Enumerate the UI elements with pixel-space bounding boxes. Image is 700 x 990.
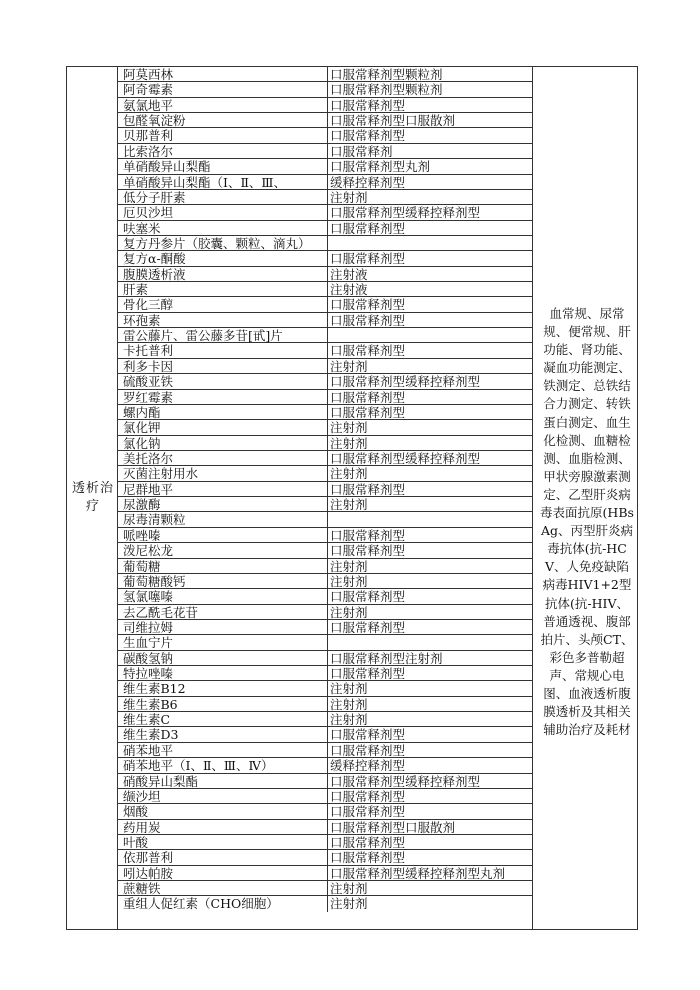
drug-name: 维生素D3 [123, 727, 179, 743]
drug-name: 哌唑嗪 [123, 527, 161, 543]
drug-name: 硫酸亚铁 [123, 374, 174, 390]
table-row [118, 82, 532, 97]
table-row [118, 620, 532, 635]
dosage-form: 口服常释剂型 [327, 804, 532, 818]
dosage-form: 口服常释剂型 [327, 251, 532, 265]
category-cell [67, 67, 118, 929]
dosage-form: 口服常释剂型 [327, 543, 532, 557]
drug-name: 雷公藤片、雷公藤多苷[甙]片 [123, 328, 283, 344]
dosage-form: 注射剂 [327, 436, 532, 450]
drug-name: 美托洛尔 [123, 450, 174, 466]
table-row [118, 374, 532, 389]
drug-name: 去乙酰毛花苷 [123, 604, 199, 620]
dosage-form: 注射剂 [327, 896, 532, 911]
table-row [118, 727, 532, 742]
dosage-form [327, 635, 532, 649]
dosage-form: 口服常释剂型颗粒剂 [327, 82, 532, 96]
table-row [118, 774, 532, 789]
drug-name: 生血宁片 [123, 635, 174, 651]
drug-name: 罗红霉素 [123, 389, 174, 405]
drug-name: 药用炭 [123, 819, 161, 835]
table-row [118, 697, 532, 712]
drug-name: 复方α-酮酸 [123, 251, 186, 267]
dosage-form: 注射剂 [327, 712, 532, 726]
drug-name: 氯化钾 [123, 420, 161, 436]
table-row [118, 758, 532, 773]
drug-list [118, 67, 532, 929]
dosage-form: 注射剂 [327, 420, 532, 434]
drug-name: 硝酸异山梨酯 [123, 773, 199, 789]
dosage-form: 口服常释剂型 [327, 620, 532, 634]
dosage-form: 口服常释剂型 [327, 482, 532, 496]
dosage-form: 注射剂 [327, 559, 532, 573]
drug-name: 烟酸 [123, 804, 149, 820]
dosage-form: 注射剂 [327, 359, 532, 373]
drug-name: 灭菌注射用水 [123, 466, 199, 482]
table-row [118, 205, 532, 220]
table-row [118, 466, 532, 481]
table-row [118, 98, 532, 113]
dosage-form: 口服常释剂型丸剂 [327, 159, 532, 173]
table-row [118, 113, 532, 128]
table-row [118, 743, 532, 758]
table-row [118, 866, 532, 881]
table-row [118, 451, 532, 466]
dosage-form: 口服常释剂型缓释控释剂型 [327, 451, 532, 465]
drug-name: 司维拉姆 [123, 619, 174, 635]
dosage-form [327, 328, 532, 342]
table-row [118, 605, 532, 620]
table-row [118, 896, 532, 911]
drug-name: 特拉唑嗪 [123, 666, 174, 682]
dosage-form: 口服常释剂型注射剂 [327, 651, 532, 665]
drug-name: 厄贝沙坦 [123, 205, 174, 221]
drug-name: 复方丹参片（胶囊、颗粒、滴丸） [123, 235, 311, 251]
dosage-form: 口服常释剂型缓释控释剂型 [327, 374, 532, 388]
dosage-form: 注射剂 [327, 190, 532, 204]
table-row [118, 528, 532, 543]
drug-name: 叶酸 [123, 834, 149, 850]
dosage-form: 口服常释剂型 [327, 850, 532, 864]
drug-name: 单硝酸异山梨酯（Ⅰ、Ⅱ、Ⅲ、 [123, 174, 286, 190]
table-row [118, 221, 532, 236]
dosage-form: 注射剂 [327, 466, 532, 480]
dosage-form: 口服常释剂型 [327, 743, 532, 757]
dosage-form: 注射剂 [327, 574, 532, 588]
exam-items-cell [532, 67, 639, 929]
dosage-form: 口服常释剂型口服散剂 [327, 820, 532, 834]
dosage-form: 注射剂 [327, 681, 532, 695]
dosage-form: 缓释控释剂型 [327, 175, 532, 189]
table-row [118, 175, 532, 190]
table-row [118, 436, 532, 451]
table-row [118, 359, 532, 374]
table-row [118, 297, 532, 312]
dosage-form: 口服常释剂型 [327, 589, 532, 603]
table-row [118, 804, 532, 819]
drug-name: 单硝酸异山梨酯 [123, 159, 211, 175]
drug-name: 葡萄糖 [123, 558, 161, 574]
drug-name: 尼群地平 [123, 481, 174, 497]
dosage-form: 口服常释剂型 [327, 98, 532, 112]
dosage-form: 口服常释剂型 [327, 390, 532, 404]
dosage-form: 口服常释剂型 [327, 528, 532, 542]
drug-name: 重组人促红素（CHO细胞） [123, 896, 279, 912]
drug-name: 硝苯地平 [123, 742, 174, 758]
drug-name: 葡萄糖酸钙 [123, 573, 186, 589]
table-row [118, 482, 532, 497]
dosage-form: 口服常释剂型 [327, 343, 532, 357]
drug-name: 阿莫西林 [123, 67, 174, 82]
table-row [118, 512, 532, 527]
drug-name: 骨化三醇 [123, 297, 174, 313]
dosage-form: 口服常释剂型 [327, 789, 532, 803]
dosage-form: 口服常释剂型 [327, 727, 532, 741]
table-row [118, 313, 532, 328]
drug-name: 尿毒清颗粒 [123, 512, 186, 528]
drug-name: 贝那普利 [123, 128, 174, 144]
drug-name: 泼尼松龙 [123, 543, 174, 559]
table-row [118, 497, 532, 512]
dosage-form: 口服常释剂型 [327, 297, 532, 311]
table-row [118, 390, 532, 405]
table-row [118, 635, 532, 650]
drug-name: 环孢素 [123, 312, 161, 328]
dosage-form: 缓释控释剂型 [327, 758, 532, 772]
table-row [118, 190, 532, 205]
table-row [118, 666, 532, 681]
drug-name: 氨氯地平 [123, 97, 174, 113]
dosage-form: 口服常释剂型 [327, 666, 532, 680]
drug-name: 蔗糖铁 [123, 881, 161, 897]
drug-name: 卡托普利 [123, 343, 174, 359]
drug-name: 维生素C [123, 712, 171, 728]
table-row [118, 267, 532, 282]
table-row [118, 420, 532, 435]
drug-name: 氯化钠 [123, 435, 161, 451]
dosage-form: 口服常释剂 [327, 144, 532, 158]
dosage-form [327, 236, 532, 250]
table-row [118, 820, 532, 835]
table-row [118, 343, 532, 358]
dosage-form: 注射剂 [327, 881, 532, 895]
table-row [118, 328, 532, 343]
drug-name: 尿激酶 [123, 497, 161, 513]
dosage-form: 口服常释剂型 [327, 221, 532, 235]
table-row [118, 574, 532, 589]
drug-name: 硝苯地平（Ⅰ、Ⅱ、Ⅲ、Ⅳ） [123, 758, 274, 774]
dosage-form: 口服常释剂型缓释控释剂型丸剂 [327, 866, 532, 880]
dosage-form: 口服常释剂型 [327, 313, 532, 327]
table-row [118, 789, 532, 804]
table-row [118, 159, 532, 174]
dosage-form [327, 512, 532, 526]
drug-name: 螺内酯 [123, 404, 161, 420]
dosage-form: 口服常释剂型缓释控释剂型 [327, 774, 532, 788]
table-row [118, 236, 532, 251]
dosage-form: 口服常释剂型 [327, 835, 532, 849]
table-row [118, 543, 532, 558]
table-row [118, 712, 532, 727]
table-row [118, 251, 532, 266]
table-row [118, 850, 532, 865]
drug-name: 依那普利 [123, 850, 174, 866]
drug-name: 包醛氧淀粉 [123, 113, 186, 129]
drug-name: 碳酸氢钠 [123, 650, 174, 666]
dosage-form: 注射剂 [327, 605, 532, 619]
dosage-form: 口服常释剂型 [327, 405, 532, 419]
table-row [118, 282, 532, 297]
dosage-form: 注射液 [327, 267, 532, 281]
dosage-form: 注射液 [327, 282, 532, 296]
exam-items-text: 血常规、尿常规、便常规、肝功能、肾功能、凝血功能测定、铁测定、总铁结合力测定、转铁蛋白测定、血生化检测、血糖检测、血脂检测、甲状旁腺激素测定、乙型肝炎病毒表面抗原(HBsAg、丙型肝炎病毒抗体(抗-HCV、人免疫缺陷病毒HIV1+2型抗体(抗-HIV、普通透视、腹部拍片、头颅CT、彩色多普勒超声、常规心电图、血液透析腹膜透析及其相关辅助治疗及耗材 [540, 306, 634, 738]
drug-name: 维生素B12 [123, 681, 186, 697]
table-row [118, 835, 532, 850]
dosage-form: 口服常释剂型 [327, 128, 532, 142]
drug-name: 氢氯噻嗪 [123, 589, 174, 605]
table-row [118, 405, 532, 420]
drug-name: 吲达帕胺 [123, 865, 174, 881]
drug-name: 阿奇霉素 [123, 82, 174, 98]
drug-name: 利多卡因 [123, 358, 174, 374]
table-row [118, 128, 532, 143]
table-row [118, 144, 532, 159]
drug-name: 呋塞米 [123, 220, 161, 236]
dosage-form: 口服常释剂型缓释控释剂型 [327, 205, 532, 219]
table-row [118, 651, 532, 666]
table-row [118, 559, 532, 574]
table-row [118, 681, 532, 696]
category-label: 透析治疗 [71, 481, 114, 514]
drug-table [66, 66, 638, 930]
dosage-form: 注射剂 [327, 497, 532, 511]
drug-name: 比索洛尔 [123, 143, 174, 159]
table-row [118, 589, 532, 604]
table-row [118, 67, 532, 82]
drug-name: 低分子肝素 [123, 189, 186, 205]
drug-name: 腹膜透析液 [123, 266, 186, 282]
drug-name: 肝素 [123, 282, 149, 298]
dosage-form: 口服常释剂型颗粒剂 [327, 67, 532, 81]
dosage-form: 注射剂 [327, 697, 532, 711]
table-row [118, 881, 532, 896]
drug-name: 缬沙坦 [123, 788, 161, 804]
dosage-form: 口服常释剂型口服散剂 [327, 113, 532, 127]
drug-name: 维生素B6 [123, 696, 178, 712]
